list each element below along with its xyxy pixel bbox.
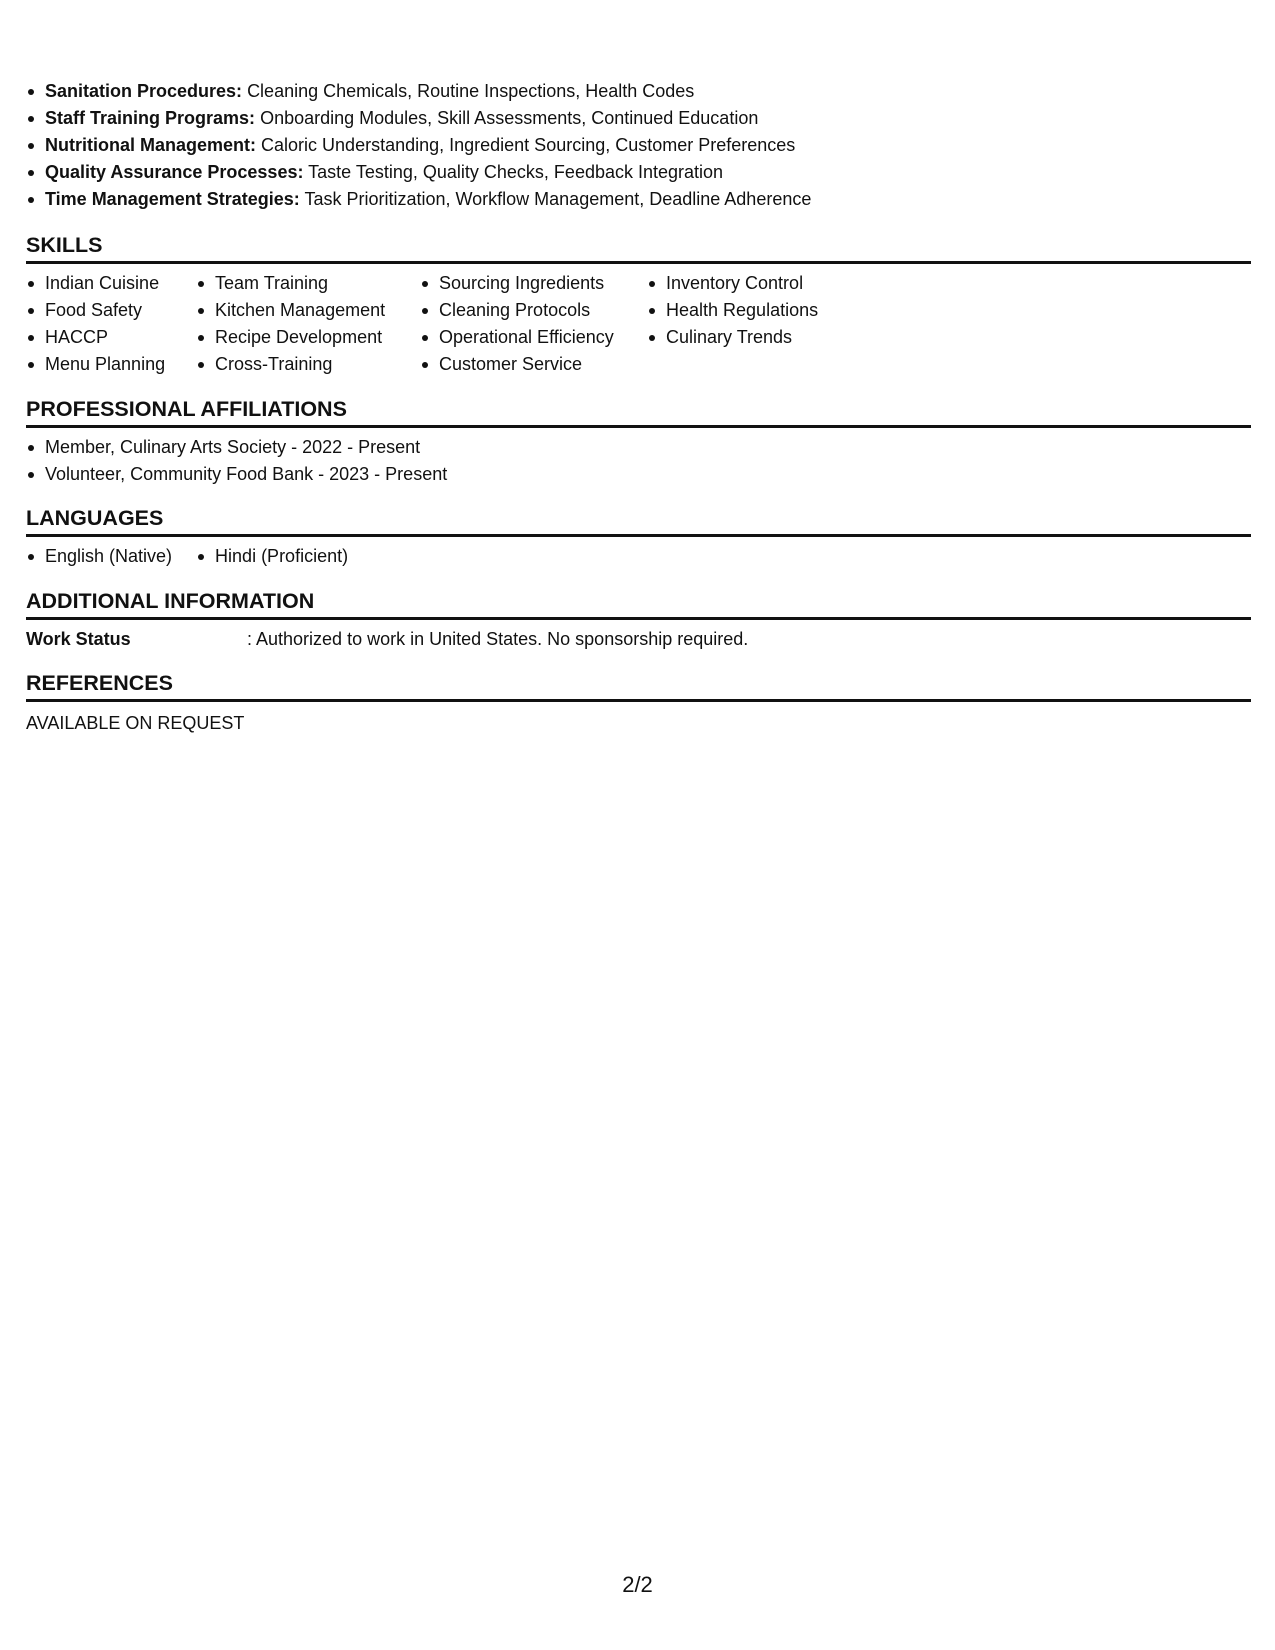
topic-label: Time Management Strategies: bbox=[45, 189, 300, 209]
work-status-label: Work Status bbox=[26, 629, 131, 649]
skill-item: Food Safety bbox=[26, 297, 196, 324]
topic-text: Task Prioritization, Workflow Management, Deadline Adherence bbox=[304, 189, 812, 209]
topic-item bbox=[26, 105, 1251, 132]
topic-label: Nutritional Management: bbox=[45, 135, 257, 155]
language-item: Hindi (Proficient) bbox=[196, 543, 348, 570]
topic-text: Caloric Understanding, Ingredient Sourcing, Customer Preferences bbox=[261, 135, 796, 155]
resume-page bbox=[26, 78, 1251, 737]
affiliation-item: Member, Culinary Arts Society - 2022 - Present bbox=[26, 434, 1251, 461]
skills-column bbox=[420, 270, 647, 378]
languages-heading: LANGUAGES bbox=[26, 505, 1251, 537]
language-item: English (Native) bbox=[26, 543, 172, 570]
topic-item bbox=[26, 132, 1251, 159]
affiliation-item: Volunteer, Community Food Bank - 2023 - Present bbox=[26, 461, 1251, 488]
skills-column bbox=[647, 270, 847, 378]
affiliations-heading: PROFESSIONAL AFFILIATIONS bbox=[26, 396, 1251, 428]
skill-item: Operational Efficiency bbox=[420, 324, 647, 351]
skill-item: HACCP bbox=[26, 324, 196, 351]
topic-text: Taste Testing, Quality Checks, Feedback Integration bbox=[308, 162, 724, 182]
additional-info-heading: ADDITIONAL INFORMATION bbox=[26, 588, 1251, 620]
affiliations-list bbox=[26, 434, 1251, 488]
topic-label: Quality Assurance Processes: bbox=[45, 162, 304, 182]
topic-text: Cleaning Chemicals, Routine Inspections, Health Codes bbox=[247, 81, 695, 101]
topics-list bbox=[26, 78, 1251, 213]
skills-grid bbox=[26, 270, 1251, 378]
skill-item: Customer Service bbox=[420, 351, 647, 378]
topic-label: Sanitation Procedures: bbox=[45, 81, 243, 101]
skills-heading: SKILLS bbox=[26, 232, 1251, 264]
skill-item: Recipe Development bbox=[196, 324, 420, 351]
topic-item bbox=[26, 186, 1251, 213]
skill-item: Inventory Control bbox=[647, 270, 847, 297]
languages-list bbox=[26, 543, 1251, 570]
skill-item: Cleaning Protocols bbox=[420, 297, 647, 324]
skill-item: Menu Planning bbox=[26, 351, 196, 378]
page-number: 2/2 bbox=[622, 1572, 653, 1597]
skills-column bbox=[196, 270, 420, 378]
topic-item bbox=[26, 159, 1251, 186]
references-heading: REFERENCES bbox=[26, 670, 1251, 702]
skill-item: Indian Cuisine bbox=[26, 270, 196, 297]
skills-column bbox=[26, 270, 196, 378]
skill-item: Kitchen Management bbox=[196, 297, 420, 324]
references-text: AVAILABLE ON REQUEST bbox=[26, 713, 245, 733]
skill-item: Cross-Training bbox=[196, 351, 420, 378]
work-status-value: : Authorized to work in United States. No sponsorship required. bbox=[247, 629, 749, 649]
skill-item: Health Regulations bbox=[647, 297, 847, 324]
topic-label: Staff Training Programs: bbox=[45, 108, 256, 128]
skill-item: Culinary Trends bbox=[647, 324, 847, 351]
topic-text: Onboarding Modules, Skill Assessments, Continued Education bbox=[260, 108, 759, 128]
topic-item bbox=[26, 78, 1251, 105]
work-status-row bbox=[26, 626, 1251, 653]
skill-item: Sourcing Ingredients bbox=[420, 270, 647, 297]
skill-item: Team Training bbox=[196, 270, 420, 297]
